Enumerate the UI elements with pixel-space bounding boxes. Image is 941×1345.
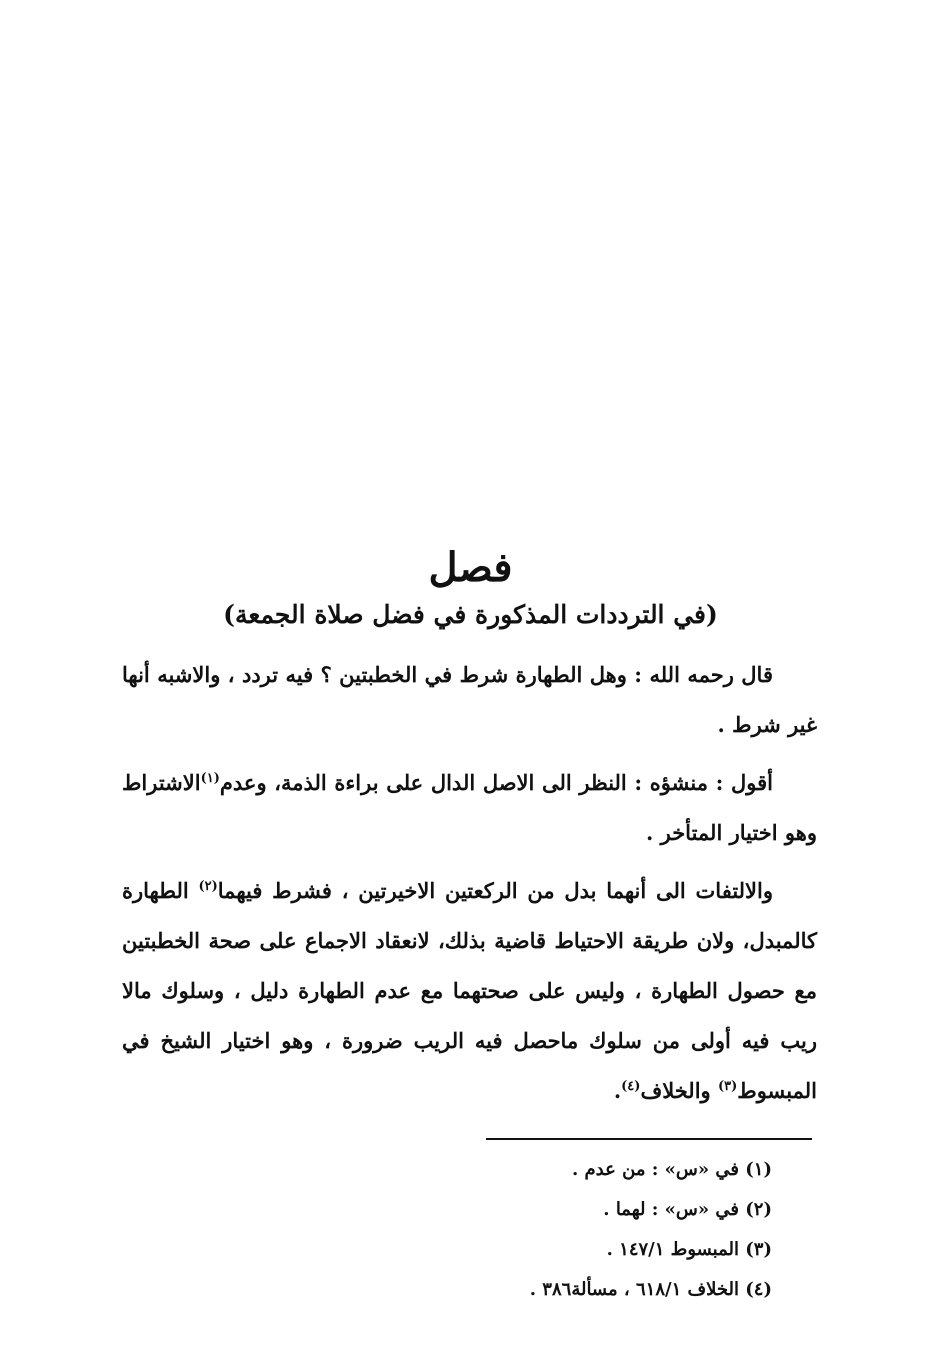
paragraph-1 xyxy=(122,650,817,750)
paragraph-3-text-c: والخلاف xyxy=(640,1078,718,1103)
paragraph-2-lead: أقول : xyxy=(715,770,773,795)
paragraph-3-text-a: والالتفات الى أنهما بدل من الركعتين الاخيرتين ، فشرط فيهما xyxy=(217,878,774,903)
section-heading: فصل xyxy=(428,544,513,591)
paragraph-3-text-d: . xyxy=(613,1078,622,1103)
paragraph-3 xyxy=(122,866,817,1116)
paragraph-3-text-b: الطهارة كالمبدل، ولان طريقة الاحتياط قاضية بذلك، لانعقاد الاجماع على صحة الخطبتين مع حصول الطهارة ، وليس على صحتهما مع عدم الطهارة دليل ، وسلوك مالا ريب فيه أولى من سلوك ماحصل فيه الريب ضرورة ، وهو اختيار الشيخ في المبسوط xyxy=(122,878,817,1103)
paragraph-2 xyxy=(122,758,817,858)
body-text xyxy=(122,650,817,1124)
footnote-2: (٢) في «س» : لهما . xyxy=(603,1199,772,1220)
section-subheading: (في الترددات المذكورة في فضل صلاة الجمعة) xyxy=(223,600,718,629)
footnote-ref-4: (٤) xyxy=(621,1079,641,1094)
footnote-3: (٣) المبسوط ١٤٧/١ . xyxy=(606,1239,772,1260)
paragraph-2-text-a: منشؤه : النظر الى الاصل الدال على براءة الذمة، وعدم xyxy=(219,770,716,795)
paragraph-2-text-b: الاشتراط وهو اختيار المتأخر . xyxy=(122,770,817,845)
footnote-1: (١) في «س» : من عدم . xyxy=(572,1159,772,1180)
footnote-ref-1: (١) xyxy=(200,771,220,786)
footnotes xyxy=(300,1150,772,1310)
footnote-divider xyxy=(486,1138,812,1140)
footnote-ref-2: (٢) xyxy=(198,879,218,894)
footnote-ref-3: (٣) xyxy=(717,1079,738,1094)
footnote-4: (٤) الخلاف ٦١٨/١ ، مسألة٣٨٦ . xyxy=(529,1279,772,1300)
paragraph-1-text: قال رحمه الله : وهل الطهارة شرط في الخطبتين ؟ فيه تردد ، والاشبه أنها غير شرط . xyxy=(122,662,817,737)
